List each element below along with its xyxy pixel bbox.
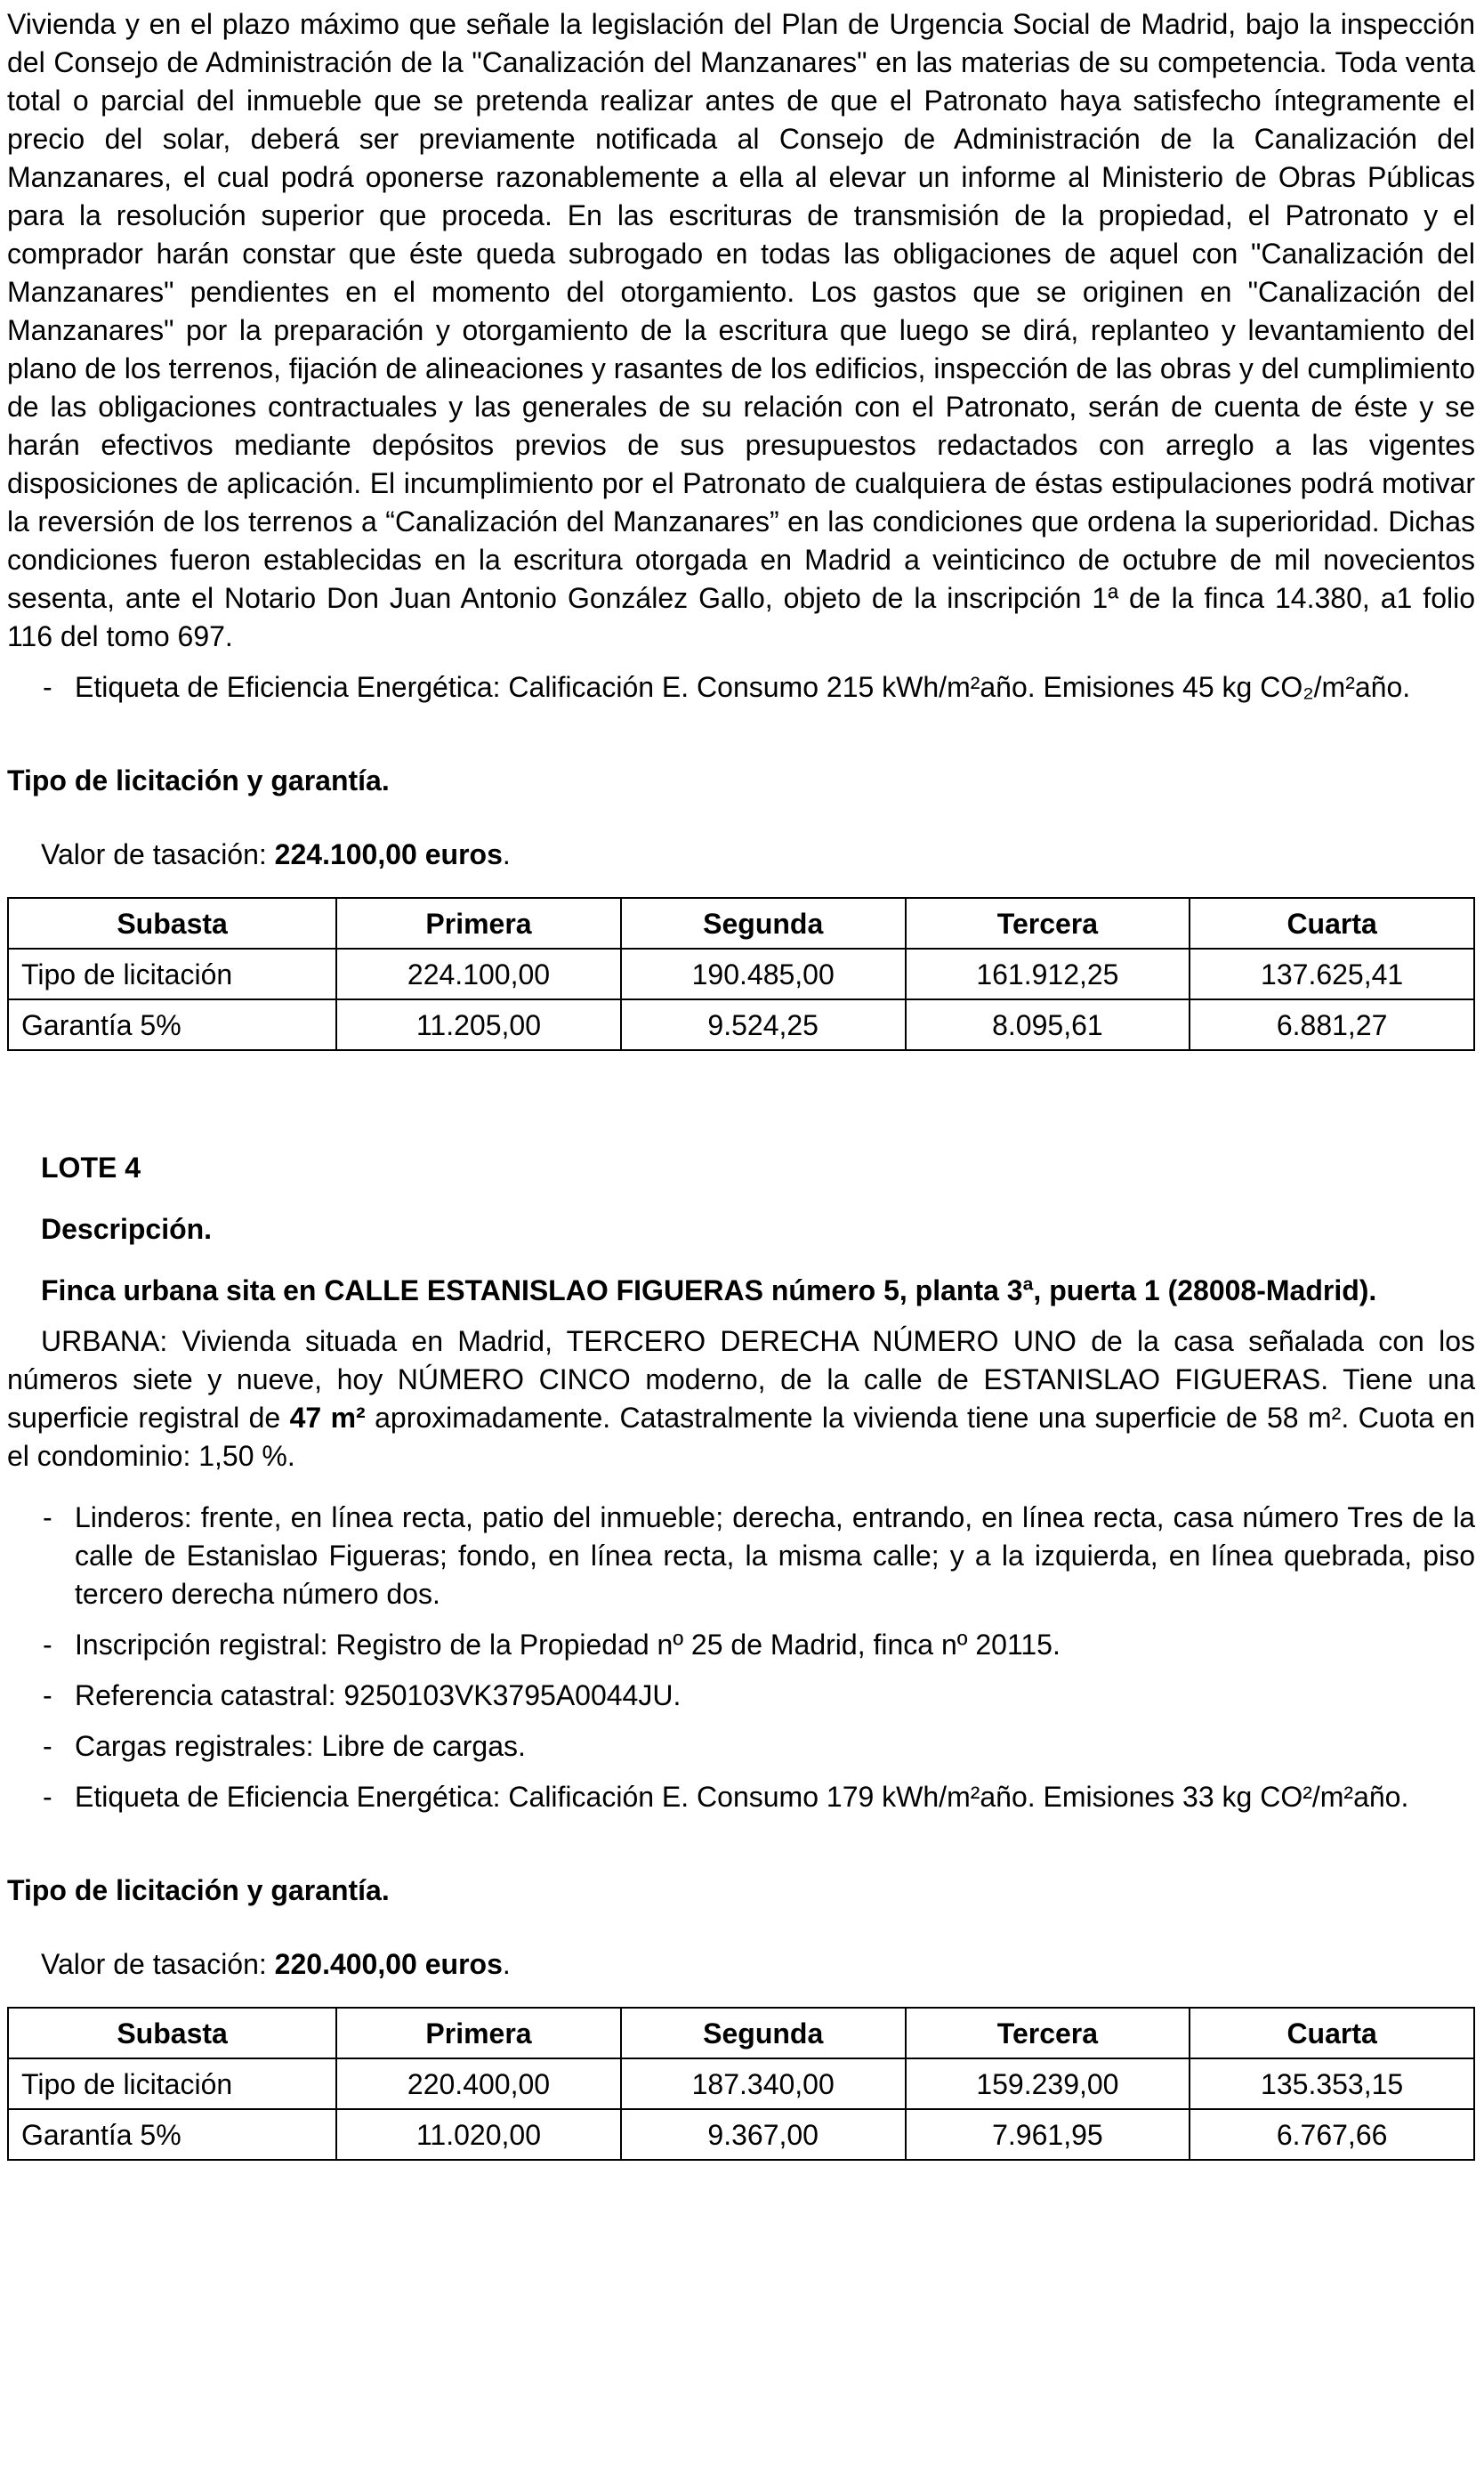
list-item-energia-lote4	[7, 1778, 1475, 1816]
table-row-garantia	[8, 2109, 1474, 2160]
bullet-text-cargas: Cargas registrales: Libre de cargas.	[75, 1730, 526, 1762]
col-header-tercera: Tercera	[906, 2008, 1190, 2058]
tasacion-value: 224.100,00 euros	[274, 838, 503, 870]
cell-value: 161.912,25	[906, 949, 1190, 999]
urbana-text-2: aproximadamente. Catastralmente la vivienda tiene una superficie de 58 m². Cuota en el condominio: 1,50 %.	[7, 1402, 1475, 1472]
row-label: Tipo de licitación	[8, 949, 336, 999]
col-header-subasta: Subasta	[8, 898, 336, 949]
tasacion-prefix: Valor de tasación:	[41, 1948, 275, 1980]
col-header-cuarta: Cuarta	[1190, 898, 1474, 949]
col-header-primera: Primera	[336, 898, 621, 949]
bullet-text-energia-lote4: Etiqueta de Eficiencia Energética: Calificación E. Consumo 179 kWh/m²año. Emisiones 33 kg CO²/m²año.	[75, 1781, 1409, 1813]
lote4-title: LOTE 4	[41, 1152, 141, 1184]
descripcion-heading-lote4: Descripción.	[41, 1213, 213, 1245]
list-item-inscripcion	[7, 1626, 1475, 1664]
bullet-dash: -	[43, 671, 52, 703]
subasta-table-lote3	[7, 897, 1475, 1051]
cell-value: 8.095,61	[906, 999, 1190, 1050]
subasta-table-lote4	[7, 2007, 1475, 2161]
table-row-licitacion	[8, 949, 1474, 999]
col-header-primera: Primera	[336, 2008, 621, 2058]
tasacion-value: 220.400,00 euros	[274, 1948, 503, 1980]
cell-value: 7.961,95	[906, 2109, 1190, 2160]
col-header-subasta: Subasta	[8, 2008, 336, 2058]
finca-address-paragraph: Finca urbana sita en CALLE ESTANISLAO FIGUERAS número 5, planta 3ª, puerta 1 (28008-Madrid).	[41, 1274, 1377, 1306]
cell-value: 9.367,00	[621, 2109, 906, 2160]
cell-value: 11.205,00	[336, 999, 621, 1050]
col-header-tercera: Tercera	[906, 898, 1190, 949]
bullet-dash: -	[43, 1679, 52, 1711]
intro-paragraph: Vivienda y en el plazo máximo que señale la legislación del Plan de Urgencia Social de Madrid, bajo la inspección del Consejo de Administración de la "Canalización del Manzanares" en las materias de su competencia. Toda venta total o parcial del inmueble que se pretenda realizar antes de que el Patronato haya satisfecho íntegramente el precio del solar, deberá ser previamente notificada al Consejo de Administración de la Canalización del Manzanares, el cual podrá oponerse razonablemente a ella al elevar un informe al Ministerio de Obras Públicas para la resolución superior que proceda. En las escrituras de transmisión de la propiedad, el Patronato y el comprador harán constar que éste queda subrogado en todas las obligaciones de aquel con "Canalización del Manzanares" pendientes en el momento del otorgamiento. Los gastos que se originen en "Canalización del Manzanares" por la preparación y otorgamiento de la escritura que luego se dirá, replanteo y levantamiento del plano de los terrenos, fijación de alineaciones y rasantes de los edificios, inspección de las obras y del cumplimiento de las obligaciones contractuales y las generales de su relación con el Patronato, serán de cuenta de éste y se harán efectivos mediante depósitos previos de sus presupuestos redactados con arreglo a las vigentes disposiciones de aplicación. El incumplimiento por el Patronato de cualquiera de éstas estipulaciones podrá motivar la reversión de los terrenos a “Canalización del Manzanares” en las condiciones que ordena la superioridad. Dichas condiciones fueron establecidas en la escritura otorgada en Madrid a veinticinco de octubre de mil novecientos sesenta, ante el Notario Don Juan Antonio González Gallo, objeto de la inscripción 1ª de la finca 14.380, a1 folio 116 del tomo 697.	[7, 8, 1475, 652]
tasacion-prefix: Valor de tasación:	[41, 838, 275, 870]
cell-value: 6.767,66	[1190, 2109, 1474, 2160]
list-item-referencia	[7, 1677, 1475, 1715]
col-header-cuarta: Cuarta	[1190, 2008, 1474, 2058]
section-heading-licitacion-lote3: Tipo de licitación y garantía.	[7, 764, 390, 796]
urbana-text-1: URBANA: Vivienda situada en Madrid, TERCERO DERECHA NÚMERO UNO de la casa señalada con los números siete y nueve, hoy NÚMERO CINCO moderno, de la calle de ESTANISLAO FIGUERAS. Tiene una superficie registral de	[7, 1325, 1475, 1434]
table-header-row	[8, 2008, 1474, 2058]
bullet-dash: -	[43, 1501, 52, 1533]
tasacion-suffix: .	[502, 1948, 511, 1980]
col-header-segunda: Segunda	[621, 898, 906, 949]
urbana-description-paragraph	[7, 1322, 1475, 1476]
bullet-dash: -	[43, 1781, 52, 1813]
table-header-row	[8, 898, 1474, 949]
cell-value: 9.524,25	[621, 999, 906, 1050]
bullet-dash: -	[43, 1629, 52, 1661]
list-item-linderos	[7, 1499, 1475, 1613]
tasacion-line-lote4	[7, 1945, 1475, 1984]
table-row-garantia	[8, 999, 1474, 1050]
cell-value: 224.100,00	[336, 949, 621, 999]
bullet-text-referencia: Referencia catastral: 9250103VK3795A0044JU.	[75, 1679, 682, 1711]
cell-value: 135.353,15	[1190, 2058, 1474, 2109]
bullet-dash: -	[43, 1730, 52, 1762]
cell-value: 137.625,41	[1190, 949, 1474, 999]
cell-value: 220.400,00	[336, 2058, 621, 2109]
tasacion-suffix: .	[502, 838, 511, 870]
cell-value: 159.239,00	[906, 2058, 1190, 2109]
row-label: Garantía 5%	[8, 999, 336, 1050]
row-label: Garantía 5%	[8, 2109, 336, 2160]
cell-value: 11.020,00	[336, 2109, 621, 2160]
cell-value: 187.340,00	[621, 2058, 906, 2109]
tasacion-line-lote3	[7, 836, 1475, 874]
list-item-energy-lote3	[7, 668, 1475, 707]
bullet-text-energy-lote3: Etiqueta de Eficiencia Energética: Calificación E. Consumo 215 kWh/m²año. Emisiones 45 kg CO₂/m²año.	[75, 671, 1411, 703]
table-row-licitacion	[8, 2058, 1474, 2109]
cell-value: 6.881,27	[1190, 999, 1474, 1050]
bullet-text-linderos: Linderos: frente, en línea recta, patio del inmueble; derecha, entrando, en línea recta, casa número Tres de la calle de Estanislao Figueras; fondo, en línea recta, la misma calle; y a la izquierda, en línea quebrada, piso tercero derecha número dos.	[75, 1501, 1475, 1610]
cell-value: 190.485,00	[621, 949, 906, 999]
row-label: Tipo de licitación	[8, 2058, 336, 2109]
section-heading-licitacion-lote4: Tipo de licitación y garantía.	[7, 1874, 390, 1906]
lote3-bullet-list	[7, 668, 1475, 707]
list-item-cargas	[7, 1727, 1475, 1766]
urbana-surface-bold: 47 m²	[289, 1402, 366, 1434]
col-header-segunda: Segunda	[621, 2008, 906, 2058]
bullet-text-inscripcion: Inscripción registral: Registro de la Propiedad nº 25 de Madrid, finca nº 20115.	[75, 1629, 1061, 1661]
lote4-bullet-list	[7, 1499, 1475, 1816]
